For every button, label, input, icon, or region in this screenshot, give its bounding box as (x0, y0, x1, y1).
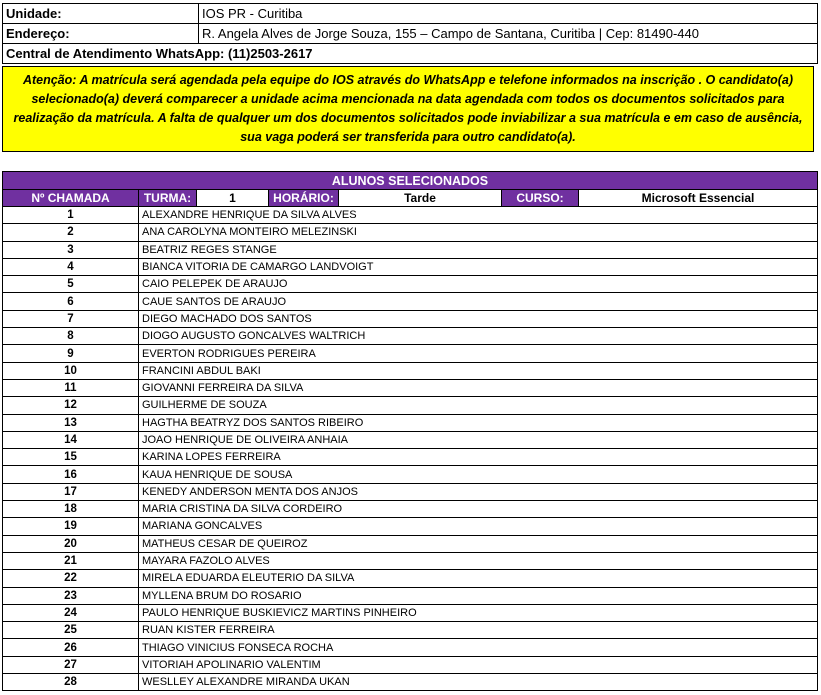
student-number: 13 (3, 414, 139, 431)
table-row (3, 207, 818, 224)
student-number: 24 (3, 604, 139, 621)
chamada-header: Nº CHAMADA (3, 190, 139, 207)
student-name: KARINA LOPES FERREIRA (139, 449, 818, 466)
student-number: 8 (3, 328, 139, 345)
student-rows (3, 207, 818, 691)
table-row (3, 397, 818, 414)
student-name: THIAGO VINICIUS FONSECA ROCHA (139, 639, 818, 656)
table-row (3, 258, 818, 275)
student-number: 23 (3, 587, 139, 604)
student-number: 7 (3, 310, 139, 327)
central-atendimento: Central de Atendimento WhatsApp: (11)2503-2617 (3, 44, 818, 64)
student-number: 27 (3, 656, 139, 673)
endereco-row (3, 24, 818, 44)
student-number: 9 (3, 345, 139, 362)
table-row (3, 379, 818, 396)
table-row (3, 587, 818, 604)
student-name: WESLLEY ALEXANDRE MIRANDA UKAN (139, 674, 818, 691)
student-number: 22 (3, 570, 139, 587)
table-row (3, 656, 818, 673)
student-number: 19 (3, 518, 139, 535)
curso-label: CURSO: (502, 190, 579, 207)
student-number: 6 (3, 293, 139, 310)
unit-info-table (2, 3, 818, 64)
horario-label: HORÁRIO: (269, 190, 339, 207)
endereco-label: Endereço: (3, 24, 199, 44)
turma-value: 1 (197, 190, 269, 207)
table-row (3, 552, 818, 569)
student-name: FRANCINI ABDUL BAKI (139, 362, 818, 379)
student-number: 4 (3, 258, 139, 275)
student-name: DIEGO MACHADO DOS SANTOS (139, 310, 818, 327)
attention-notice: Atenção: A matrícula será agendada pela equipe do IOS através do WhatsApp e telefone informados na inscrição . O candidato(a) selecionado(a) deverá comparecer a unidade acima mencionada na data agendada com todos os documentos solicitados para realização da matrícula. A falta de qualquer um dos documentos solicitados pode inviabilizar a sua matrícula e em caso de ausência, sua vaga poderá ser transferida para outro candidato(a). (2, 66, 814, 152)
student-name: RUAN KISTER FERREIRA (139, 622, 818, 639)
student-number: 16 (3, 466, 139, 483)
student-number: 28 (3, 674, 139, 691)
table-row (3, 466, 818, 483)
central-row (3, 44, 818, 64)
student-name: GIOVANNI FERREIRA DA SILVA (139, 379, 818, 396)
student-name: BIANCA VITORIA DE CAMARGO LANDVOIGT (139, 258, 818, 275)
table-row (3, 449, 818, 466)
student-name: MARIANA GONCALVES (139, 518, 818, 535)
student-name: MARIA CRISTINA DA SILVA CORDEIRO (139, 501, 818, 518)
student-number: 18 (3, 501, 139, 518)
student-name: EVERTON RODRIGUES PEREIRA (139, 345, 818, 362)
student-name: ANA CAROLYNA MONTEIRO MELEZINSKI (139, 224, 818, 241)
student-number: 1 (3, 207, 139, 224)
student-name: KENEDY ANDERSON MENTA DOS ANJOS (139, 483, 818, 500)
curso-value: Microsoft Essencial (579, 190, 818, 207)
table-row (3, 293, 818, 310)
student-number: 15 (3, 449, 139, 466)
student-number: 3 (3, 241, 139, 258)
student-number: 11 (3, 379, 139, 396)
table-row (3, 518, 818, 535)
table-row (3, 414, 818, 431)
student-name: ALEXANDRE HENRIQUE DA SILVA ALVES (139, 207, 818, 224)
student-name: DIOGO AUGUSTO GONCALVES WALTRICH (139, 328, 818, 345)
table-row (3, 362, 818, 379)
student-number: 17 (3, 483, 139, 500)
student-number: 5 (3, 276, 139, 293)
table-header-row (3, 190, 818, 207)
table-row (3, 241, 818, 258)
student-name: HAGTHA BEATRYZ DOS SANTOS RIBEIRO (139, 414, 818, 431)
selected-students-table (2, 171, 818, 691)
student-name: KAUA HENRIQUE DE SOUSA (139, 466, 818, 483)
student-name: MATHEUS CESAR DE QUEIROZ (139, 535, 818, 552)
student-name: MIRELA EDUARDA ELEUTERIO DA SILVA (139, 570, 818, 587)
student-name: MYLLENA BRUM DO ROSARIO (139, 587, 818, 604)
table-row (3, 535, 818, 552)
student-name: CAIO PELEPEK DE ARAUJO (139, 276, 818, 293)
table-row (3, 276, 818, 293)
table-row (3, 604, 818, 621)
table-title-row (3, 172, 818, 190)
table-row (3, 431, 818, 448)
table-row (3, 328, 818, 345)
turma-label: TURMA: (139, 190, 197, 207)
table-row (3, 310, 818, 327)
unidade-value: IOS PR - Curitiba (199, 4, 818, 24)
student-number: 12 (3, 397, 139, 414)
table-row (3, 639, 818, 656)
table-title: ALUNOS SELECIONADOS (3, 172, 818, 190)
student-number: 26 (3, 639, 139, 656)
unidade-label: Unidade: (3, 4, 199, 24)
student-number: 20 (3, 535, 139, 552)
table-row (3, 674, 818, 691)
table-row (3, 483, 818, 500)
table-row (3, 345, 818, 362)
student-name: JOAO HENRIQUE DE OLIVEIRA ANHAIA (139, 431, 818, 448)
student-name: VITORIAH APOLINARIO VALENTIM (139, 656, 818, 673)
table-row (3, 501, 818, 518)
student-name: PAULO HENRIQUE BUSKIEVICZ MARTINS PINHEIRO (139, 604, 818, 621)
student-name: BEATRIZ REGES STANGE (139, 241, 818, 258)
table-row (3, 224, 818, 241)
horario-value: Tarde (339, 190, 502, 207)
unidade-row (3, 4, 818, 24)
endereco-value: R. Angela Alves de Jorge Souza, 155 – Campo de Santana, Curitiba | Cep: 81490-440 (199, 24, 818, 44)
table-row (3, 570, 818, 587)
student-name: MAYARA FAZOLO ALVES (139, 552, 818, 569)
student-number: 14 (3, 431, 139, 448)
student-number: 25 (3, 622, 139, 639)
student-number: 2 (3, 224, 139, 241)
student-name: CAUE SANTOS DE ARAUJO (139, 293, 818, 310)
table-row (3, 622, 818, 639)
student-name: GUILHERME DE SOUZA (139, 397, 818, 414)
student-number: 21 (3, 552, 139, 569)
student-number: 10 (3, 362, 139, 379)
